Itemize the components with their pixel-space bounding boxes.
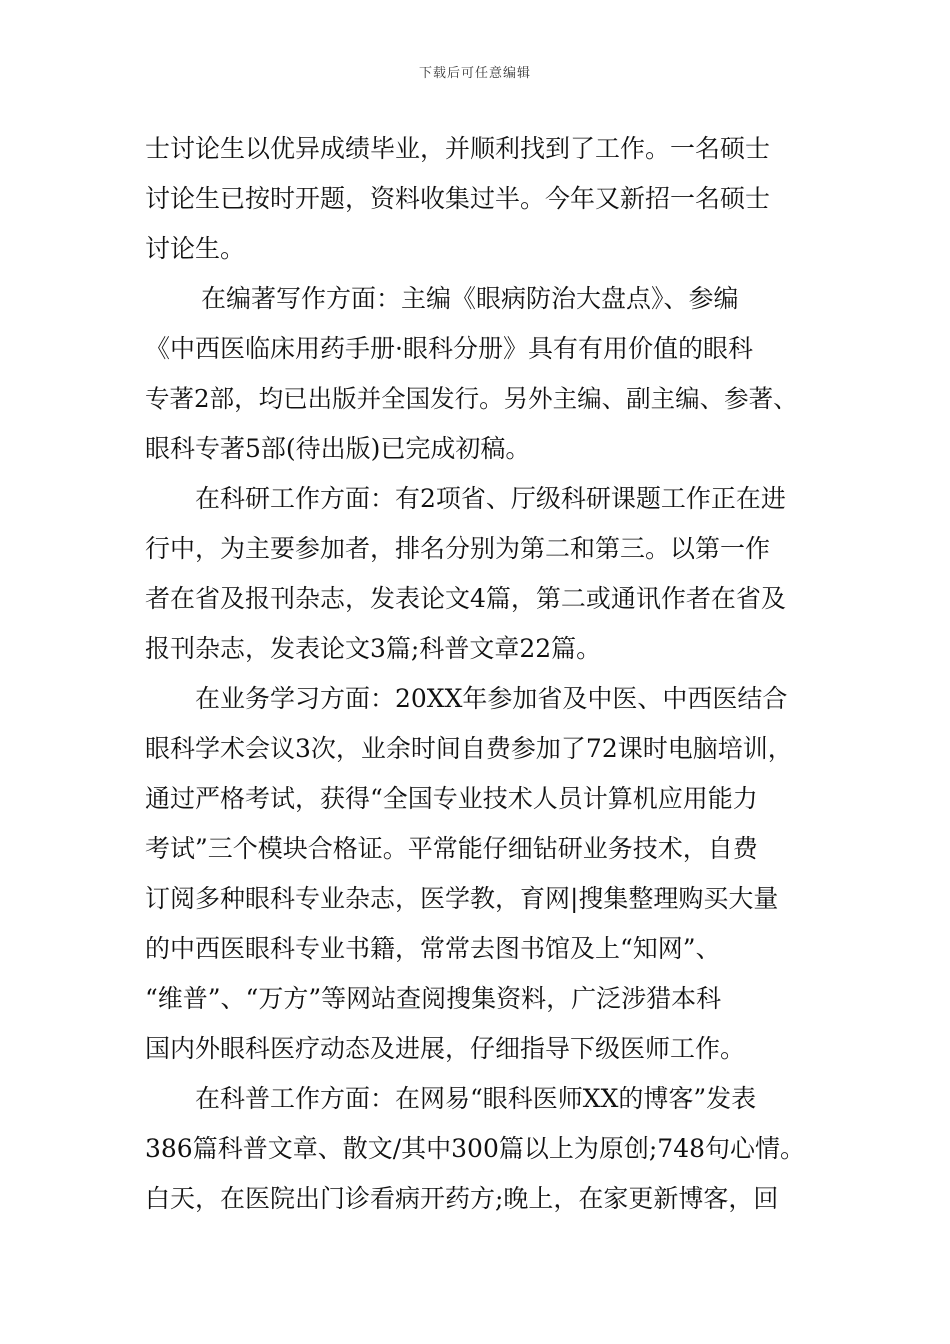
text-line: 在编著写作方面：主编《眼病防治大盘点》、参编 (201, 284, 739, 313)
text-line: 在科普工作方面：在网易“眼科医师XX的博客”发表 (195, 1084, 757, 1113)
text-line: 者在省及报刊杂志，发表论文4篇，第二或通讯作者在省及 (145, 584, 786, 613)
text-line: “维普”、“万方”等网站查阅搜集资料，广泛涉猎本科 (145, 984, 722, 1013)
text-line: 眼科专著5部(待出版)已完成初稿。 (145, 434, 531, 463)
paragraph (145, 1074, 810, 1224)
text-line: 报刊杂志，发表论文3篇;科普文章22篇。 (145, 634, 602, 663)
text-line: 白天，在医院出门诊看病开药方;晚上，在家更新博客，回 (145, 1184, 779, 1213)
page-header: 下载后可任意编辑 (418, 66, 531, 81)
document-body (145, 124, 810, 1224)
text-line: 讨论生。 (145, 234, 246, 263)
text-line: 《中西医临床用药手册·眼科分册》具有有用价值的眼科 (145, 334, 753, 363)
text-line: 订阅多种眼科专业杂志，医学教，育网|搜集整理购买大量 (145, 884, 779, 913)
text-line: 386篇科普文章、散文/其中300篇以上为原创;748句心情。 (145, 1134, 805, 1163)
text-line: 在业务学习方面：20XX年参加省及中医、中西医结合 (195, 684, 788, 713)
text-line: 通过严格考试，获得“全国专业技术人员计算机应用能力 (145, 784, 758, 813)
paragraph (145, 124, 810, 274)
text-line: 国内外眼科医疗动态及进展，仔细指导下级医师工作。 (145, 1034, 746, 1063)
text-line: 考试”三个模块合格证。平常能仔细钻研业务技术，自费 (145, 834, 758, 863)
paragraph (145, 474, 810, 674)
paragraph (145, 274, 810, 474)
text-line: 士讨论生以优异成绩毕业，并顺利找到了工作。一名硕士 (145, 134, 771, 163)
text-line: 行中，为主要参加者，排名分别为第二和第三。以第一作 (145, 534, 771, 563)
text-line: 专著2部，均已出版并全国发行。另外主编、副主编、参著、 (145, 384, 798, 413)
text-line: 在科研工作方面：有2项省、厅级科研课题工作正在进 (195, 484, 786, 513)
paragraph (145, 674, 810, 1074)
text-line: 眼科学术会议3次，业余时间自费参加了72课时电脑培训， (145, 734, 793, 763)
text-line: 讨论生已按时开题，资料收集过半。今年又新招一名硕士 (145, 184, 771, 213)
text-line: 的中西医眼科专业书籍，常常去图书馆及上“知网”、 (145, 934, 721, 963)
